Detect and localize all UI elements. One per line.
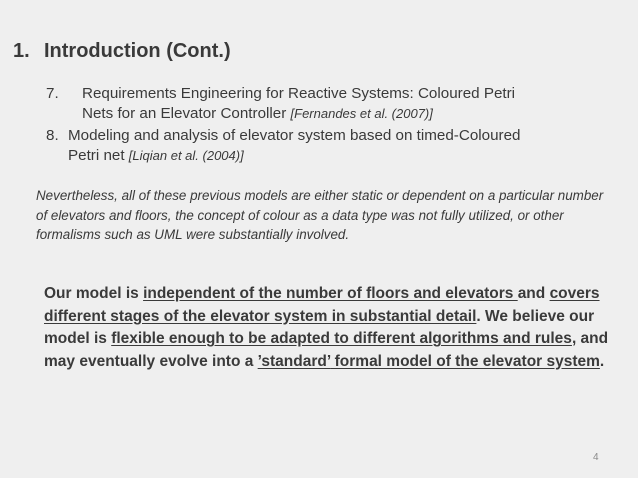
text-segment: and: [517, 285, 550, 302]
slide-title: [13, 40, 231, 63]
underlined-phrase: ’standard’: [257, 352, 331, 370]
reference-item-8: [46, 126, 626, 166]
reference-citation: [Liqian et al. (2004)]: [128, 148, 244, 163]
reference-number: 8.: [46, 127, 59, 144]
our-model-paragraph: [44, 283, 619, 373]
underlined-phrase: formal model of the elevator system: [330, 352, 600, 370]
reference-number: 7.: [46, 85, 59, 102]
page-number: 4: [593, 452, 599, 463]
text-segment: Our model is: [44, 285, 144, 302]
reference-title-line1: Modeling and analysis of elevator system based on timed-Coloured: [68, 127, 521, 144]
reference-body: [46, 126, 626, 166]
reference-body: [46, 84, 626, 124]
text-segment: . We believe our model is: [44, 307, 595, 347]
reference-item-7: [46, 84, 626, 126]
underlined-phrase: covers different stages of the elevator system in substantial detail: [44, 285, 600, 325]
title-number: 1.: [13, 40, 30, 62]
reference-list: [46, 84, 626, 166]
underlined-phrase: flexible enough to be adapted to different algorithms and rules: [111, 330, 572, 347]
reference-citation: [Fernandes et al. (2007)]: [290, 106, 433, 121]
title-text: Introduction (Cont.): [44, 40, 231, 62]
previous-models-paragraph: Nevertheless, all of these previous models are either static or dependent on a particular number of elevators and floors, the concept of colour as a data type was not fully utilized, or other formalisms such as UML were substantially involved.: [36, 188, 604, 242]
text-segment: , and may eventually evolve into a: [44, 330, 609, 370]
underlined-phrase: independent of the number of floors and elevators: [143, 285, 518, 302]
reference-title-line2: Nets for an Elevator Controller: [82, 105, 287, 122]
reference-title-line1: Requirements Engineering for Reactive Systems: Coloured Petri: [82, 85, 516, 102]
text-segment: .: [599, 352, 605, 370]
reference-title-line2: Petri net: [68, 147, 125, 164]
